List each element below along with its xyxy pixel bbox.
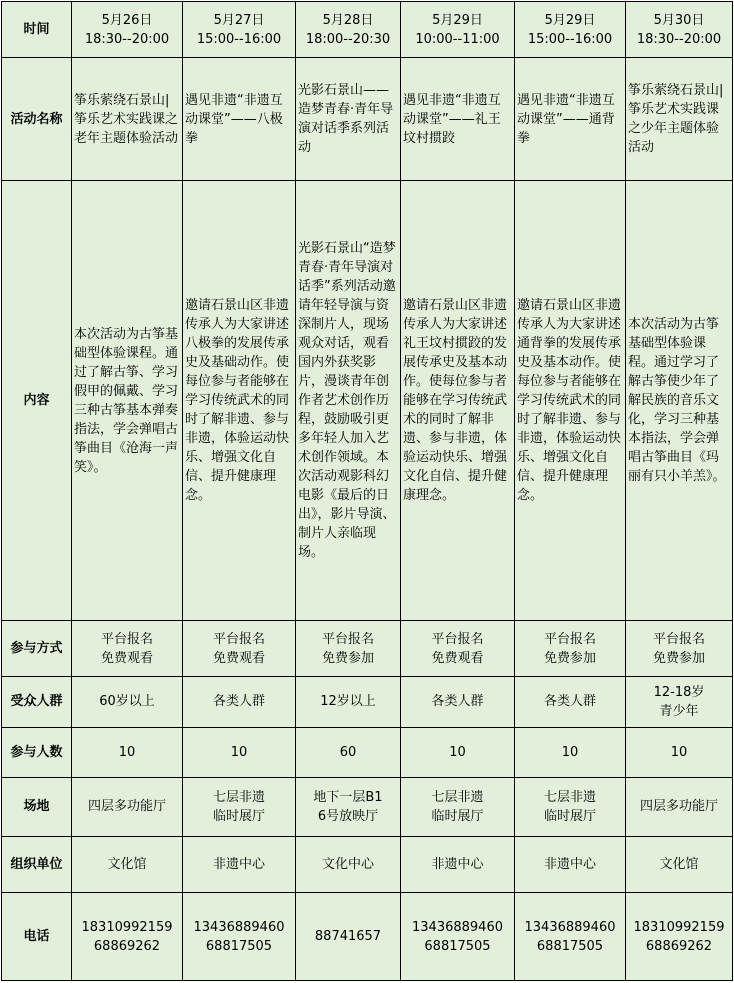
time-cell — [296, 2, 401, 58]
venue-cell — [401, 777, 515, 836]
method-line: 平台报名 — [543, 631, 596, 647]
row-header-venue: 场地 — [2, 777, 72, 836]
method-line: 平台报名 — [652, 631, 705, 647]
event-content: 邀请石景山区非遗传承人为大家讲述八极拳的发展传承史及基础动作。使每位参与者能够在学习传统武术的同时了解非遗、参与非遗，体验运动快乐、增强文化自信、提升健康理念。 — [183, 181, 296, 621]
event-time: 15:00--16:00 — [196, 31, 282, 47]
row-header-time: 时间 — [2, 2, 72, 58]
method-cell — [515, 621, 626, 676]
venue-line: 四层多功能厅 — [87, 799, 166, 815]
event-date: 5月29日 — [432, 12, 483, 28]
phone-line: 18310992159 — [81, 919, 173, 935]
venue-cell — [72, 777, 183, 836]
venue-cell — [183, 777, 296, 836]
row-method — [2, 621, 733, 676]
event-content: 本次活动为古筝基础型体验课程。通过了解古筝、学习假甲的佩戴、学习三种古筝基本弹奏指法，学会弹唱古筝曲目《沧海一声笑》。 — [72, 181, 183, 621]
event-name: 遇见非遗“非遗互动课堂”——八极拳 — [183, 58, 296, 181]
method-cell — [183, 621, 296, 676]
time-cell — [72, 2, 183, 58]
organizer: 非遗中心 — [183, 836, 296, 892]
time-cell — [626, 2, 733, 58]
event-time: 18:30--20:00 — [84, 31, 170, 47]
method-line: 平台报名 — [212, 631, 265, 647]
row-organizer — [2, 836, 733, 892]
row-header-audience: 受众人群 — [2, 676, 72, 727]
phone-line: 88741657 — [314, 929, 382, 945]
phone-line: 68869262 — [645, 938, 713, 954]
venue-cell — [626, 777, 733, 836]
phone-cell — [183, 893, 296, 981]
event-name: 筝乐萦绕石景山|筝乐艺术实践课之老年主题体验活动 — [72, 58, 183, 181]
row-header-name: 活动名称 — [2, 58, 72, 181]
venue-line: 临时展厅 — [212, 808, 265, 824]
row-phone — [2, 893, 733, 981]
audience-line: 12-18岁 — [653, 684, 705, 700]
time-cell — [401, 2, 515, 58]
venue-line: 临时展厅 — [543, 808, 596, 824]
phone-line: 68817505 — [536, 938, 604, 954]
phone-line: 68869262 — [93, 938, 161, 954]
phone-line: 68817505 — [205, 938, 273, 954]
row-header-organizer: 组织单位 — [2, 836, 72, 892]
method-cell — [626, 621, 733, 676]
event-time: 18:00--20:30 — [305, 31, 391, 47]
method-cell — [72, 621, 183, 676]
phone-cell — [626, 893, 733, 981]
activity-schedule-table — [1, 1, 733, 981]
audience-cell — [296, 676, 401, 727]
row-name — [2, 58, 733, 181]
audience-line: 各类人群 — [212, 694, 265, 710]
event-date: 5月27日 — [213, 12, 265, 28]
method-cell — [296, 621, 401, 676]
venue-cell — [515, 777, 626, 836]
method-line: 免费参加 — [543, 650, 596, 666]
row-count — [2, 728, 733, 777]
participant-count: 10 — [72, 728, 183, 777]
organizer: 文化馆 — [626, 836, 733, 892]
venue-line: 七层非遗 — [431, 789, 484, 805]
method-line: 免费参加 — [652, 650, 705, 666]
method-line: 免费观看 — [431, 650, 484, 666]
row-header-count: 参与人数 — [2, 728, 72, 777]
participant-count: 10 — [626, 728, 733, 777]
event-time: 10:00--11:00 — [415, 31, 500, 47]
method-line: 平台报名 — [100, 631, 153, 647]
event-name: 筝乐萦绕石景山|筝乐艺术实践课之少年主题体验活动 — [626, 58, 733, 181]
participant-count: 10 — [515, 728, 626, 777]
phone-line: 18310992159 — [633, 919, 725, 935]
method-line: 免费参加 — [321, 650, 374, 666]
row-venue — [2, 777, 733, 836]
audience-cell — [401, 676, 515, 727]
venue-line: 6号放映厅 — [317, 808, 379, 824]
method-cell — [401, 621, 515, 676]
phone-line: 13436889460 — [412, 919, 503, 935]
venue-line: 七层非遗 — [543, 789, 596, 805]
event-date: 5月30日 — [653, 12, 705, 28]
row-header-content: 内容 — [2, 181, 72, 621]
event-content: 本次活动为古筝基础型体验课程。通过学习了解古筝使少年了解民族的音乐文化，学习三种基本指法，学会弹唱古筝曲目《玛丽有只小羊羔》。 — [626, 181, 733, 621]
time-cell — [515, 2, 626, 58]
organizer: 非遗中心 — [401, 836, 515, 892]
row-time — [2, 2, 733, 58]
venue-cell — [296, 777, 401, 836]
phone-cell — [515, 893, 626, 981]
event-content: 邀请石景山区非遗传承人为大家讲述通背拳的发展传承史及基本动作。使每位参与者能够在学习传统武术的同时了解非遗、参与非遗，体验运动快乐、增强文化自信、提升健康理念。 — [515, 181, 626, 621]
venue-line: 临时展厅 — [431, 808, 484, 824]
row-audience — [2, 676, 733, 727]
audience-line: 12岁以上 — [320, 694, 376, 710]
audience-line: 各类人群 — [543, 694, 596, 710]
phone-cell — [296, 893, 401, 981]
event-date: 5月28日 — [322, 12, 374, 28]
audience-line: 青少年 — [659, 703, 699, 719]
method-line: 免费观看 — [212, 650, 265, 666]
venue-line: 七层非遗 — [212, 789, 265, 805]
row-content — [2, 181, 733, 621]
audience-line: 各类人群 — [431, 694, 484, 710]
row-header-phone: 电话 — [2, 893, 72, 981]
audience-line: 60岁以上 — [99, 694, 155, 710]
audience-cell — [183, 676, 296, 727]
time-cell — [183, 2, 296, 58]
event-content: 光影石景山“造梦青春·青年导演对话季”系列活动邀请年轻导演与资深制片人，现场观众对话，观看国内外获奖影片，漫谈青年创作者艺术创作历程，鼓励吸引更多年轻人加入艺术创作领域。本次活动观影科幻电影《最后的日出》，影片导演、制片人亲临现场。 — [296, 181, 401, 621]
event-date: 5月26日 — [101, 12, 153, 28]
event-name: 光影石景山——造梦青春·青年导演对话季系列活动 — [296, 58, 401, 181]
row-header-method: 参与方式 — [2, 621, 72, 676]
method-line: 免费观看 — [100, 650, 153, 666]
phone-line: 13436889460 — [524, 919, 616, 935]
method-line: 平台报名 — [321, 631, 374, 647]
participant-count: 10 — [401, 728, 515, 777]
participant-count: 60 — [296, 728, 401, 777]
event-name: 遇见非遗“非遗互动课堂”——通背拳 — [515, 58, 626, 181]
participant-count: 10 — [183, 728, 296, 777]
venue-line: 四层多功能厅 — [639, 799, 718, 815]
phone-cell — [72, 893, 183, 981]
audience-cell — [72, 676, 183, 727]
event-content: 邀请石景山区非遗传承人为大家讲述礼王坟村掼跤的发展传承史及基本动作。使每位参与者能够在学习传统武术的同时了解非遗、参与非遗，体验运动快乐、增强文化自信、提升健康理念。 — [401, 181, 515, 621]
organizer: 文化馆 — [72, 836, 183, 892]
event-date: 5月29日 — [544, 12, 596, 28]
organizer: 非遗中心 — [515, 836, 626, 892]
organizer: 文化中心 — [296, 836, 401, 892]
event-name: 遇见非遗“非遗互动课堂”——礼王坟村掼跤 — [401, 58, 515, 181]
phone-line: 68817505 — [424, 938, 491, 954]
event-time: 18:30--20:00 — [636, 31, 722, 47]
event-time: 15:00--16:00 — [527, 31, 613, 47]
audience-cell — [515, 676, 626, 727]
phone-cell — [401, 893, 515, 981]
phone-line: 13436889460 — [193, 919, 285, 935]
audience-cell — [626, 676, 733, 727]
method-line: 平台报名 — [431, 631, 484, 647]
venue-line: 地下一层B1 — [313, 789, 383, 805]
